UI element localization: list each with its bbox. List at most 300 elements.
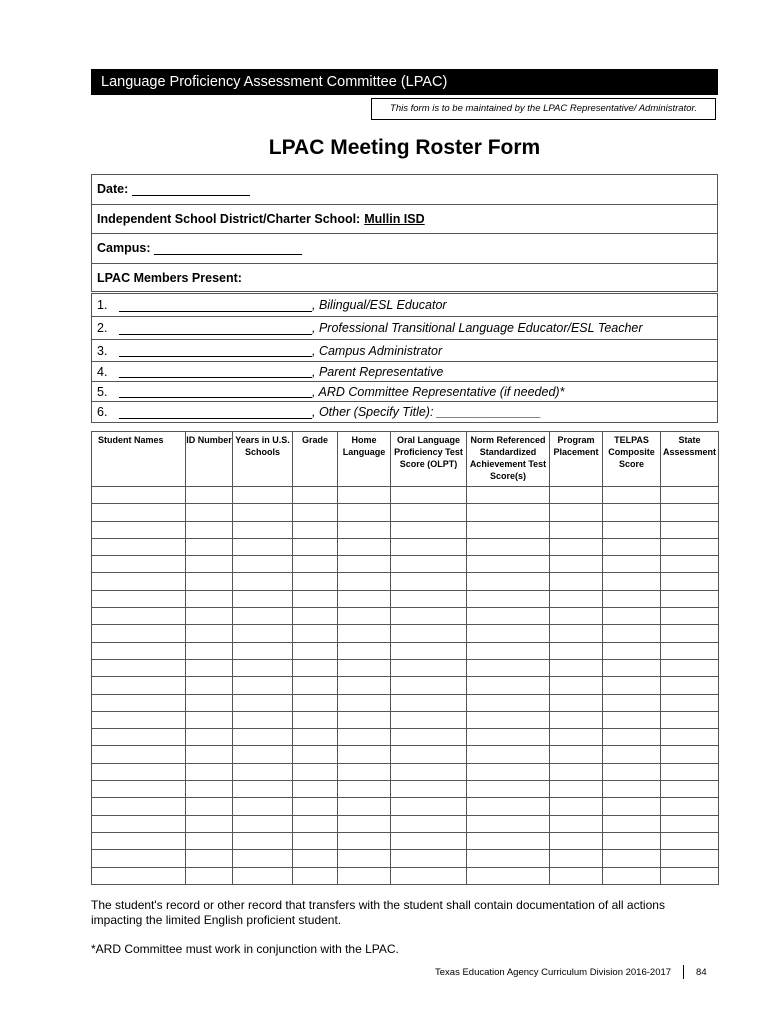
table-cell[interactable] — [233, 746, 293, 763]
table-cell[interactable] — [233, 590, 293, 607]
ard-note: *ARD Committee must work in conjunction with the LPAC. — [91, 942, 399, 956]
table-cell[interactable] — [467, 556, 550, 573]
table-cell[interactable] — [603, 781, 661, 798]
page-number: 84 — [696, 966, 707, 978]
table-cell[interactable] — [467, 642, 550, 659]
member-name-field[interactable] — [119, 365, 312, 378]
table-cell[interactable] — [391, 832, 467, 849]
table-cell[interactable] — [661, 625, 719, 642]
date-row — [92, 175, 717, 205]
table-cell[interactable] — [92, 608, 186, 625]
table-cell[interactable] — [550, 504, 603, 521]
district-value[interactable]: Mullin ISD — [364, 211, 425, 226]
table-cell[interactable] — [391, 521, 467, 538]
col-header: Program Placement — [550, 432, 603, 487]
table-cell[interactable] — [186, 538, 233, 555]
col-header: State Assessment — [661, 432, 719, 487]
table-cell[interactable] — [92, 538, 186, 555]
table-cell[interactable] — [338, 556, 391, 573]
col-header: Student Names — [92, 432, 186, 487]
col-header: Norm Referenced Standardized Achievement Test Score(s) — [467, 432, 550, 487]
table-cell[interactable] — [186, 659, 233, 676]
table-cell[interactable] — [603, 521, 661, 538]
table-cell[interactable] — [92, 729, 186, 746]
table-cell[interactable] — [92, 573, 186, 590]
table-cell[interactable] — [603, 642, 661, 659]
table-cell[interactable] — [661, 729, 719, 746]
member-row — [92, 339, 717, 361]
table-cell[interactable] — [603, 746, 661, 763]
table-cell[interactable] — [186, 642, 233, 659]
table-cell[interactable] — [391, 659, 467, 676]
table-cell[interactable] — [338, 798, 391, 815]
col-header: Years in U.S. Schools — [233, 432, 293, 487]
table-cell[interactable] — [467, 538, 550, 555]
members-label: LPAC Members Present: — [97, 271, 242, 286]
table-cell[interactable] — [467, 729, 550, 746]
table-cell[interactable] — [92, 642, 186, 659]
table-cell[interactable] — [603, 832, 661, 849]
table-cell[interactable] — [293, 711, 338, 728]
table-cell[interactable] — [467, 677, 550, 694]
table-cell[interactable] — [293, 538, 338, 555]
table-cell[interactable] — [92, 677, 186, 694]
table-cell[interactable] — [661, 642, 719, 659]
table-cell[interactable] — [293, 608, 338, 625]
table-cell[interactable] — [186, 832, 233, 849]
table-row — [92, 504, 719, 521]
table-cell[interactable] — [92, 659, 186, 676]
table-cell[interactable] — [661, 487, 719, 504]
table-cell[interactable] — [391, 608, 467, 625]
table-cell[interactable] — [338, 487, 391, 504]
table-cell[interactable] — [661, 711, 719, 728]
table-cell[interactable] — [233, 711, 293, 728]
table-cell[interactable] — [293, 625, 338, 642]
campus-row — [92, 234, 717, 264]
table-cell[interactable] — [186, 608, 233, 625]
member-number: 6. — [97, 405, 108, 419]
table-cell[interactable] — [550, 521, 603, 538]
table-cell[interactable] — [338, 850, 391, 867]
table-cell[interactable] — [661, 867, 719, 884]
col-header: TELPAS Composite Score — [603, 432, 661, 487]
member-role: , Other (Specify Title): _______________ — [312, 405, 542, 419]
table-cell[interactable] — [92, 850, 186, 867]
table-cell[interactable] — [92, 556, 186, 573]
table-cell[interactable] — [661, 677, 719, 694]
date-label: Date: — [97, 182, 129, 197]
table-cell[interactable] — [661, 763, 719, 780]
table-cell[interactable] — [233, 677, 293, 694]
table-cell[interactable] — [603, 798, 661, 815]
maintenance-notice: This form is to be maintained by the LPAC Representative/ Administrator. — [371, 98, 716, 120]
table-row — [92, 625, 719, 642]
table-cell[interactable] — [233, 694, 293, 711]
table-row — [92, 608, 719, 625]
table-cell[interactable] — [391, 677, 467, 694]
table-cell[interactable] — [92, 763, 186, 780]
table-row — [92, 590, 719, 607]
table-cell[interactable] — [603, 729, 661, 746]
table-cell[interactable] — [603, 608, 661, 625]
table-cell[interactable] — [550, 659, 603, 676]
table-cell[interactable] — [293, 850, 338, 867]
table-cell[interactable] — [186, 556, 233, 573]
table-cell[interactable] — [391, 590, 467, 607]
table-cell[interactable] — [293, 694, 338, 711]
table-cell[interactable] — [293, 677, 338, 694]
table-cell[interactable] — [550, 625, 603, 642]
table-cell[interactable] — [603, 538, 661, 555]
table-row — [92, 729, 719, 746]
table-cell[interactable] — [338, 694, 391, 711]
table-cell[interactable] — [293, 659, 338, 676]
table-cell[interactable] — [550, 573, 603, 590]
table-cell[interactable] — [293, 556, 338, 573]
member-role: , ARD Committee Representative (if needed)* — [312, 384, 565, 399]
table-cell[interactable] — [233, 798, 293, 815]
member-name-field[interactable] — [119, 344, 312, 357]
table-cell[interactable] — [338, 677, 391, 694]
table-cell[interactable] — [661, 850, 719, 867]
table-cell[interactable] — [467, 521, 550, 538]
table-cell[interactable] — [293, 867, 338, 884]
table-cell[interactable] — [391, 694, 467, 711]
table-cell[interactable] — [550, 832, 603, 849]
table-cell[interactable] — [233, 573, 293, 590]
table-cell[interactable] — [293, 487, 338, 504]
table-cell[interactable] — [92, 521, 186, 538]
student-roster-table — [91, 431, 719, 885]
member-name-field[interactable] — [119, 322, 312, 335]
table-cell[interactable] — [391, 781, 467, 798]
table-cell[interactable] — [661, 590, 719, 607]
table-cell[interactable] — [603, 694, 661, 711]
table-cell[interactable] — [186, 850, 233, 867]
table-cell[interactable] — [186, 815, 233, 832]
table-cell[interactable] — [603, 763, 661, 780]
table-cell[interactable] — [661, 798, 719, 815]
table-cell[interactable] — [391, 487, 467, 504]
table-cell[interactable] — [391, 850, 467, 867]
table-cell[interactable] — [603, 590, 661, 607]
table-cell[interactable] — [391, 504, 467, 521]
col-header: Home Language — [338, 432, 391, 487]
form-banner: Language Proficiency Assessment Committee (LPAC) — [91, 69, 718, 95]
table-cell[interactable] — [391, 573, 467, 590]
table-cell[interactable] — [661, 573, 719, 590]
table-cell[interactable] — [233, 867, 293, 884]
table-cell[interactable] — [467, 746, 550, 763]
table-cell[interactable] — [233, 642, 293, 659]
table-row — [92, 815, 719, 832]
table-cell[interactable] — [186, 746, 233, 763]
table-cell[interactable] — [467, 573, 550, 590]
table-cell[interactable] — [338, 573, 391, 590]
table-cell[interactable] — [550, 746, 603, 763]
table-cell[interactable] — [186, 573, 233, 590]
table-cell[interactable] — [233, 487, 293, 504]
footer-divider — [683, 965, 684, 979]
table-cell[interactable] — [467, 867, 550, 884]
col-header: Oral Language Proficiency Test Score (OLPT) — [391, 432, 467, 487]
table-row — [92, 659, 719, 676]
table-cell[interactable] — [233, 729, 293, 746]
table-row — [92, 556, 719, 573]
member-number: 3. — [97, 343, 108, 358]
member-name-field[interactable] — [119, 299, 312, 312]
table-cell[interactable] — [661, 781, 719, 798]
table-cell[interactable] — [293, 781, 338, 798]
table-cell[interactable] — [603, 711, 661, 728]
table-cell[interactable] — [338, 711, 391, 728]
table-cell[interactable] — [338, 642, 391, 659]
table-cell[interactable] — [233, 538, 293, 555]
table-cell[interactable] — [338, 625, 391, 642]
table-cell[interactable] — [467, 798, 550, 815]
table-cell[interactable] — [338, 608, 391, 625]
table-cell[interactable] — [186, 487, 233, 504]
table-cell[interactable] — [92, 487, 186, 504]
table-cell[interactable] — [92, 746, 186, 763]
table-cell[interactable] — [233, 815, 293, 832]
table-cell[interactable] — [233, 832, 293, 849]
table-cell[interactable] — [550, 694, 603, 711]
table-cell[interactable] — [338, 590, 391, 607]
table-cell[interactable] — [550, 815, 603, 832]
table-cell[interactable] — [92, 815, 186, 832]
table-cell[interactable] — [338, 832, 391, 849]
table-cell[interactable] — [186, 781, 233, 798]
table-cell[interactable] — [467, 659, 550, 676]
table-cell[interactable] — [661, 608, 719, 625]
table-cell[interactable] — [550, 487, 603, 504]
table-cell[interactable] — [92, 781, 186, 798]
campus-label: Campus: — [97, 241, 151, 256]
table-cell[interactable] — [550, 850, 603, 867]
table-cell[interactable] — [550, 729, 603, 746]
member-number: 4. — [97, 364, 108, 379]
table-cell[interactable] — [233, 659, 293, 676]
table-cell[interactable] — [186, 677, 233, 694]
table-cell[interactable] — [661, 538, 719, 555]
member-name-field[interactable] — [119, 406, 312, 419]
table-cell[interactable] — [467, 608, 550, 625]
table-cell[interactable] — [233, 763, 293, 780]
table-cell[interactable] — [293, 573, 338, 590]
table-cell[interactable] — [661, 504, 719, 521]
table-cell[interactable] — [338, 746, 391, 763]
member-role: , Parent Representative — [312, 364, 444, 379]
table-cell[interactable] — [233, 781, 293, 798]
table-cell[interactable] — [233, 850, 293, 867]
table-cell[interactable] — [186, 867, 233, 884]
table-cell[interactable] — [467, 763, 550, 780]
member-row — [92, 361, 717, 381]
table-cell[interactable] — [186, 711, 233, 728]
table-cell[interactable] — [603, 659, 661, 676]
table-cell[interactable] — [338, 781, 391, 798]
table-cell[interactable] — [338, 729, 391, 746]
table-cell[interactable] — [186, 625, 233, 642]
table-cell[interactable] — [186, 763, 233, 780]
table-cell[interactable] — [661, 556, 719, 573]
member-role: , Campus Administrator — [312, 343, 443, 358]
table-cell[interactable] — [338, 763, 391, 780]
table-cell[interactable] — [233, 504, 293, 521]
table-cell[interactable] — [603, 850, 661, 867]
campus-field[interactable] — [154, 242, 302, 255]
table-cell[interactable] — [391, 763, 467, 780]
table-cell[interactable] — [661, 815, 719, 832]
table-cell[interactable] — [293, 729, 338, 746]
table-cell[interactable] — [550, 608, 603, 625]
table-cell[interactable] — [92, 504, 186, 521]
member-row — [92, 381, 717, 401]
table-cell[interactable] — [391, 867, 467, 884]
table-cell[interactable] — [391, 815, 467, 832]
table-cell[interactable] — [186, 729, 233, 746]
date-field[interactable] — [132, 183, 250, 196]
col-header: ID Number — [186, 432, 233, 487]
table-cell[interactable] — [391, 711, 467, 728]
table-cell[interactable] — [233, 521, 293, 538]
table-cell[interactable] — [233, 625, 293, 642]
table-row — [92, 521, 719, 538]
table-cell[interactable] — [92, 867, 186, 884]
table-cell[interactable] — [186, 590, 233, 607]
district-row — [92, 205, 717, 235]
table-row — [92, 867, 719, 884]
table-cell[interactable] — [293, 590, 338, 607]
member-number: 2. — [97, 321, 108, 335]
member-name-field[interactable] — [119, 385, 312, 398]
table-cell[interactable] — [92, 625, 186, 642]
table-cell[interactable] — [391, 798, 467, 815]
table-cell[interactable] — [293, 815, 338, 832]
table-cell[interactable] — [338, 538, 391, 555]
table-cell[interactable] — [550, 538, 603, 555]
table-cell[interactable] — [338, 659, 391, 676]
members-list — [91, 293, 718, 423]
table-cell[interactable] — [467, 850, 550, 867]
table-cell[interactable] — [603, 815, 661, 832]
table-cell[interactable] — [467, 694, 550, 711]
table-cell[interactable] — [186, 504, 233, 521]
table-cell[interactable] — [467, 504, 550, 521]
member-number: 1. — [97, 298, 108, 312]
roster-header-row — [92, 432, 719, 487]
table-cell[interactable] — [92, 590, 186, 607]
table-cell[interactable] — [293, 832, 338, 849]
table-row — [92, 487, 719, 504]
table-cell[interactable] — [550, 798, 603, 815]
table-cell[interactable] — [661, 659, 719, 676]
table-cell[interactable] — [92, 711, 186, 728]
table-cell[interactable] — [186, 694, 233, 711]
members-row — [92, 264, 717, 294]
table-row — [92, 677, 719, 694]
table-cell[interactable] — [603, 556, 661, 573]
table-cell[interactable] — [92, 694, 186, 711]
table-cell[interactable] — [391, 556, 467, 573]
page-footer — [435, 965, 707, 979]
table-row — [92, 781, 719, 798]
table-cell[interactable] — [338, 867, 391, 884]
table-cell[interactable] — [550, 590, 603, 607]
table-cell[interactable] — [603, 504, 661, 521]
table-cell[interactable] — [550, 867, 603, 884]
table-cell[interactable] — [661, 746, 719, 763]
table-cell[interactable] — [661, 832, 719, 849]
table-cell[interactable] — [338, 521, 391, 538]
table-cell[interactable] — [467, 832, 550, 849]
table-cell[interactable] — [391, 625, 467, 642]
table-cell[interactable] — [186, 798, 233, 815]
col-header: Grade — [293, 432, 338, 487]
table-cell[interactable] — [92, 798, 186, 815]
table-cell[interactable] — [293, 798, 338, 815]
table-cell[interactable] — [293, 746, 338, 763]
table-cell[interactable] — [233, 556, 293, 573]
table-row — [92, 538, 719, 555]
table-cell[interactable] — [186, 521, 233, 538]
table-cell[interactable] — [661, 521, 719, 538]
table-cell[interactable] — [467, 815, 550, 832]
table-cell[interactable] — [293, 642, 338, 659]
table-cell[interactable] — [661, 694, 719, 711]
page-title: LPAC Meeting Roster Form — [268, 136, 541, 159]
table-cell[interactable] — [391, 729, 467, 746]
table-row — [92, 711, 719, 728]
table-cell[interactable] — [603, 677, 661, 694]
table-cell[interactable] — [603, 867, 661, 884]
table-cell[interactable] — [467, 781, 550, 798]
table-cell[interactable] — [338, 504, 391, 521]
table-row — [92, 850, 719, 867]
table-cell[interactable] — [550, 781, 603, 798]
table-cell[interactable] — [550, 556, 603, 573]
table-cell[interactable] — [550, 763, 603, 780]
table-cell[interactable] — [603, 625, 661, 642]
member-role: , Professional Transitional Language Educator/ESL Teacher — [312, 321, 643, 335]
table-cell[interactable] — [338, 815, 391, 832]
table-row — [92, 763, 719, 780]
table-row — [92, 642, 719, 659]
table-row — [92, 573, 719, 590]
table-cell[interactable] — [550, 677, 603, 694]
table-cell[interactable] — [293, 763, 338, 780]
table-cell[interactable] — [391, 538, 467, 555]
table-cell[interactable] — [293, 504, 338, 521]
table-cell[interactable] — [550, 642, 603, 659]
table-cell[interactable] — [467, 711, 550, 728]
table-cell[interactable] — [603, 487, 661, 504]
table-cell[interactable] — [293, 521, 338, 538]
table-cell[interactable] — [233, 608, 293, 625]
table-cell[interactable] — [391, 642, 467, 659]
table-cell[interactable] — [550, 711, 603, 728]
table-cell[interactable] — [467, 487, 550, 504]
table-cell[interactable] — [467, 590, 550, 607]
table-cell[interactable] — [603, 573, 661, 590]
table-cell[interactable] — [391, 746, 467, 763]
table-cell[interactable] — [467, 625, 550, 642]
record-note: The student's record or other record that transfers with the student shall contain documentation of all actions impacting the limited English proficient student. — [91, 898, 665, 927]
table-cell[interactable] — [92, 832, 186, 849]
member-row — [92, 293, 717, 316]
